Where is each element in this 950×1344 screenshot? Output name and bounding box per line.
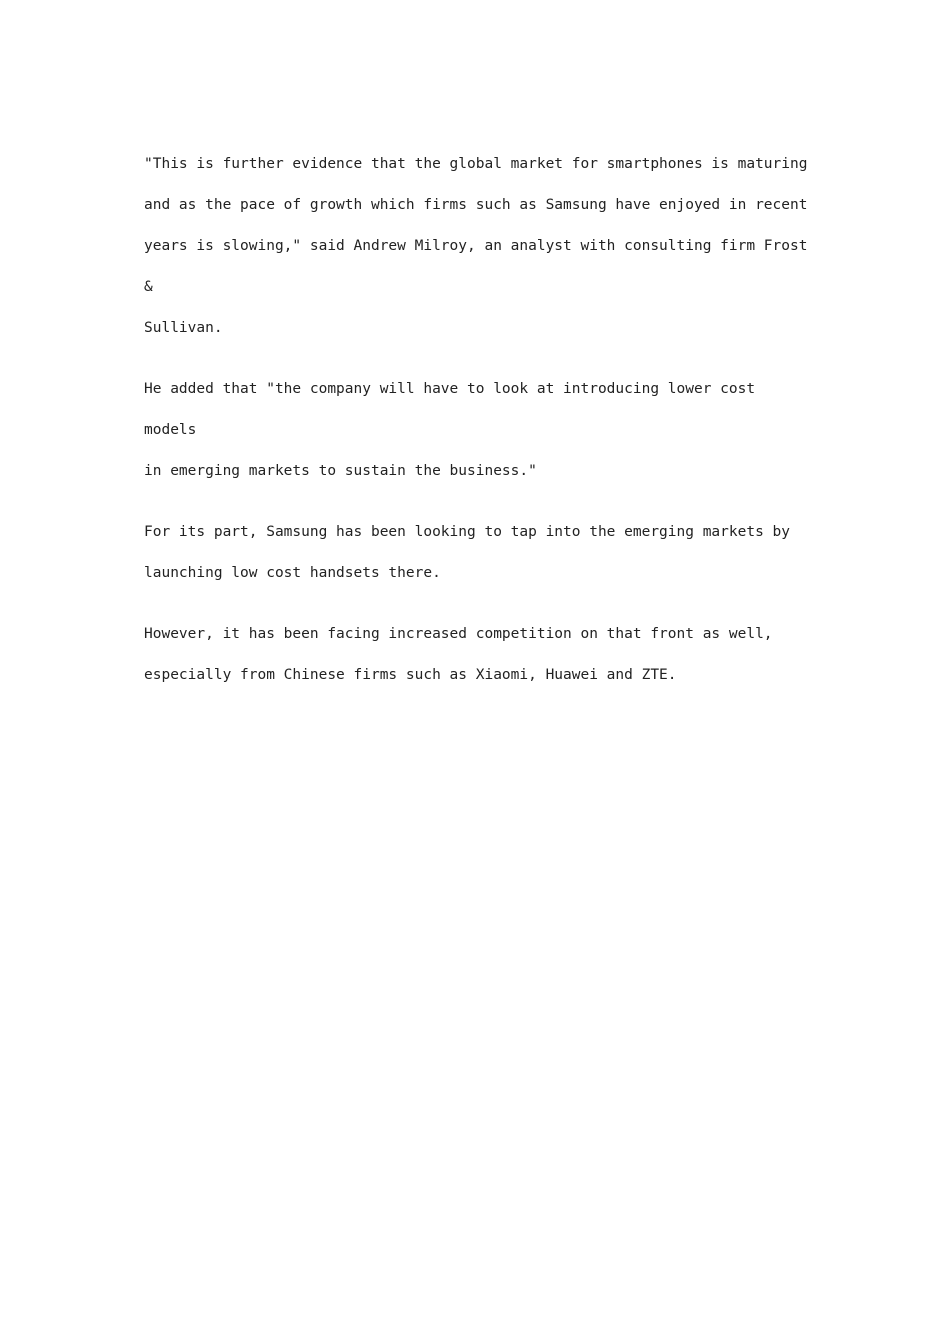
- paragraph-line: For its part, Samsung has been looking to tap into the emerging markets by: [144, 524, 791, 540]
- paragraph-line: and as the pace of growth which firms such as Samsung have enjoyed in recent: [144, 197, 808, 213]
- paragraph-line: launching low cost handsets there.: [144, 565, 441, 581]
- document-body: [144, 144, 814, 716]
- paragraph-line: However, it has been facing increased competition on that front as well,: [144, 626, 773, 642]
- paragraph-line: He added that "the company will have to look at introducing lower cost models: [144, 381, 756, 438]
- paragraph-4: [144, 614, 814, 696]
- paragraph-line: "This is further evidence that the global market for smartphones is maturing: [144, 156, 808, 172]
- paragraph-line: Sullivan.: [144, 320, 223, 336]
- paragraph-line: in emerging markets to sustain the business.": [144, 463, 537, 479]
- paragraph-1: [144, 144, 814, 349]
- paragraph-2: [144, 369, 814, 492]
- paragraph-line: years is slowing," said Andrew Milroy, an analyst with consulting firm Frost &: [144, 238, 808, 295]
- paragraph-3: [144, 512, 814, 594]
- paragraph-line: especially from Chinese firms such as Xiaomi, Huawei and ZTE.: [144, 667, 677, 683]
